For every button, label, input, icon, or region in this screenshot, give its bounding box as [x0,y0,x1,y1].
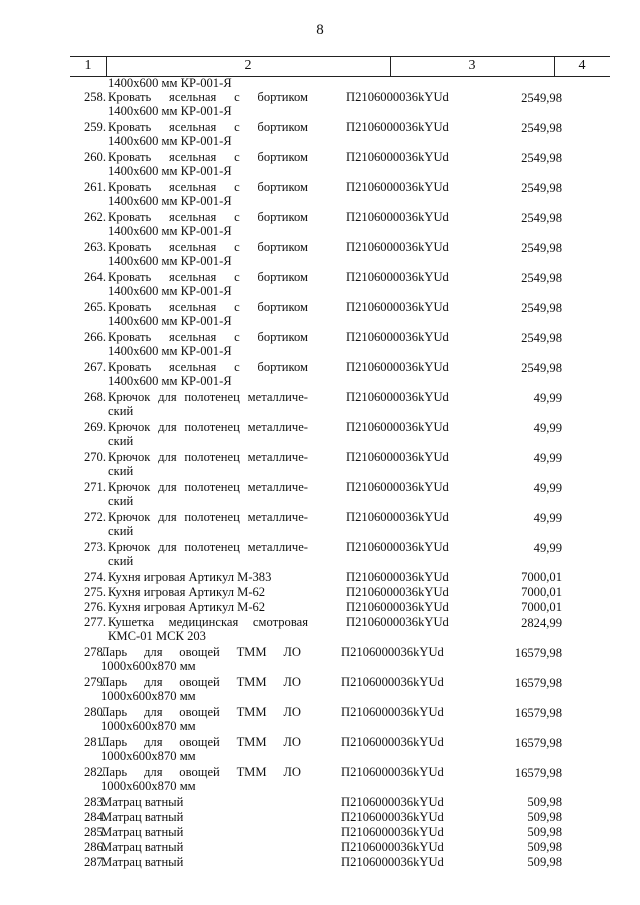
item-name-line-1: Кровать ясельная с бортиком [108,330,308,344]
item-price: 7000,01 [521,570,562,584]
item-code: П2106000036kYUd [346,180,449,194]
item-price: 49,99 [533,421,562,435]
item-name-line-2: 1000x600x870 мм [101,689,196,703]
table-row [0,180,640,210]
item-name [108,420,308,448]
item-code: П2106000036kYUd [346,330,449,344]
item-code: П2106000036kYUd [341,765,444,779]
item-code: П2106000036kYUd [346,210,449,224]
item-number: 285. [83,825,106,839]
item-name [108,90,308,118]
item-name [108,150,308,178]
item-number: 283. [83,795,106,809]
item-price: 2549,98 [521,361,562,375]
item-price: 2549,98 [521,91,562,105]
item-code: П2106000036kYUd [341,840,444,854]
item-code: П2106000036kYUd [346,90,449,104]
item-name-line-1: Крючок для полотенец металличе- [108,480,308,494]
item-name-line-2: 1400x600 мм КР-001-Я [108,254,232,268]
item-price: 49,99 [533,511,562,525]
item-number: 258. [83,90,106,104]
item-code: П2106000036kYUd [341,675,444,689]
item-number: 278. [83,645,106,659]
item-name [108,330,308,358]
item-name-line-1: Кровать ясельная с бортиком [108,90,308,104]
column-header-4: 4 [578,58,586,73]
item-code: П2106000036kYUd [346,420,449,434]
table-row [0,735,640,765]
item-number: 282. [83,765,106,779]
item-name-line-1: Крючок для полотенец металличе- [108,540,308,554]
table-row [0,600,640,615]
table-row [0,390,640,420]
item-code: П2106000036kYUd [341,825,444,839]
item-price: 2549,98 [521,211,562,225]
item-price: 2549,98 [521,151,562,165]
item-price: 2549,98 [521,271,562,285]
item-name-line-1: Кровать ясельная с бортиком [108,300,308,314]
table-row [0,855,640,870]
table-row [0,240,640,270]
table-row [0,150,640,180]
column-header-3: 3 [468,58,476,73]
item-name-line-2: 1000x600x870 мм [101,779,196,793]
item-name-line-2: ский [108,494,134,508]
item-code: П2106000036kYUd [346,600,449,614]
table-row [0,645,640,675]
item-number: 281. [83,735,106,749]
item-name-line-2: 1400x600 мм КР-001-Я [108,284,232,298]
item-name [108,480,308,508]
item-code: П2106000036kYUd [341,735,444,749]
item-price: 2549,98 [521,121,562,135]
item-code: П2106000036kYUd [346,480,449,494]
item-price: 509,98 [527,795,562,809]
item-price: 16579,98 [514,676,562,690]
table-row [0,120,640,150]
item-code: П2106000036kYUd [346,270,449,284]
item-code: П2106000036kYUd [346,570,449,584]
item-price: 509,98 [527,855,562,869]
item-price: 2549,98 [521,241,562,255]
item-price: 2824,99 [521,616,562,630]
item-code: П2106000036kYUd [341,810,444,824]
item-code: П2106000036kYUd [346,450,449,464]
item-name-line-1: Ларь для овощей ТММ ЛО [101,735,301,749]
table-row [0,450,640,480]
item-price: 49,99 [533,541,562,555]
item-code: П2106000036kYUd [346,240,449,254]
item-name [101,675,301,703]
table-row [0,360,640,390]
item-number: 271. [83,480,106,494]
item-price: 2549,98 [521,301,562,315]
item-name-line-1: Кровать ясельная с бортиком [108,360,308,374]
item-name [108,615,308,643]
item-price: 2549,98 [521,331,562,345]
item-number: 270. [83,450,106,464]
item-number: 275. [83,585,106,599]
item-name-line-1: Крючок для полотенец металличе- [108,510,308,524]
item-name-line-2: ский [108,554,134,568]
table-row [0,570,640,585]
item-code: П2106000036kYUd [346,510,449,524]
item-price: 49,99 [533,481,562,495]
continuation-row [0,76,640,90]
item-name-line-1: Ларь для овощей ТММ ЛО [101,705,301,719]
item-number: 263. [83,240,106,254]
item-name [108,450,308,478]
table-row [0,585,640,600]
item-price: 16579,98 [514,766,562,780]
item-name-line-1: Крючок для полотенец металличе- [108,450,308,464]
item-price: 49,99 [533,451,562,465]
item-number: 262. [83,210,106,224]
item-name-line-1: Кровать ясельная с бортиком [108,180,308,194]
item-code: П2106000036kYUd [346,585,449,599]
table-row [0,420,640,450]
item-number: 276. [83,600,106,614]
item-name-line-1: Кровать ясельная с бортиком [108,210,308,224]
item-name-line-2: ский [108,524,134,538]
item-code: П2106000036kYUd [346,390,449,404]
item-code: П2106000036kYUd [346,150,449,164]
item-name-line-2: ский [108,404,134,418]
item-number: 267. [83,360,106,374]
item-name-line-2: 1000x600x870 мм [101,749,196,763]
item-name-line-1: Кровать ясельная с бортиком [108,270,308,284]
item-name [108,300,308,328]
table-header [70,56,610,77]
item-name-line-2: ский [108,464,134,478]
item-code: П2106000036kYUd [341,855,444,869]
item-number: 287. [83,855,106,869]
item-price: 509,98 [527,825,562,839]
item-name-line-2: 1400x600 мм КР-001-Я [108,164,232,178]
item-number: 284. [83,810,106,824]
item-name-line-2: 1400x600 мм КР-001-Я [108,314,232,328]
item-number: 274. [83,570,106,584]
item-name-line-1: Кровать ясельная с бортиком [108,120,308,134]
table-row [0,840,640,855]
item-name-line-1: Ларь для овощей ТММ ЛО [101,645,301,659]
column-header-2: 2 [244,58,252,73]
item-name [101,765,301,793]
item-code: П2106000036kYUd [346,360,449,374]
table-row [0,795,640,810]
table-row [0,480,640,510]
item-code: П2106000036kYUd [341,705,444,719]
item-code: П2106000036kYUd [346,615,449,629]
item-code: П2106000036kYUd [341,645,444,659]
item-name-line-2: 1400x600 мм КР-001-Я [108,134,232,148]
item-name-line-2: ский [108,434,134,448]
table-row [0,765,640,795]
item-code: П2106000036kYUd [341,795,444,809]
item-number: 269. [83,420,106,434]
table-row [0,210,640,240]
item-number: 266. [83,330,106,344]
item-price: 7000,01 [521,585,562,599]
item-name [101,735,301,763]
item-code: П2106000036kYUd [346,300,449,314]
item-name-line-2: 1000x600x870 мм [101,659,196,673]
item-name-line-1: Кушетка медицинская смотровая [108,615,308,629]
item-number: 273. [83,540,106,554]
item-code: П2106000036kYUd [346,120,449,134]
item-number: 277. [83,615,106,629]
item-name-line-2: 1400x600 мм КР-001-Я [108,344,232,358]
item-name [101,645,301,673]
item-name [101,705,301,733]
table-row [0,675,640,705]
item-price: 16579,98 [514,706,562,720]
table-body [0,76,640,870]
item-name: Матрац ватный [101,855,184,869]
item-name [108,360,308,388]
item-name [108,540,308,568]
item-name [108,390,308,418]
item-name: Кухня игровая Артикул М-62 [108,600,266,614]
item-name: Матрац ватный [101,840,184,854]
item-name: Матрац ватный [101,825,184,839]
item-name-line-1: Ларь для овощей ТММ ЛО [101,675,301,689]
item-name: Кухня игровая Артикул М-62 [108,585,266,599]
item-name [108,180,308,208]
item-name-line-2: 1000x600x870 мм [101,719,196,733]
table-row [0,705,640,735]
page-number: 8 [316,22,324,38]
item-name [108,240,308,268]
item-code: П2106000036kYUd [346,540,449,554]
item-price: 509,98 [527,810,562,824]
column-header-1: 1 [84,58,92,73]
item-number: 280. [83,705,106,719]
table-row [0,615,640,645]
item-number: 260. [83,150,106,164]
item-name-line-1: Ларь для овощей ТММ ЛО [101,765,301,779]
item-price: 16579,98 [514,736,562,750]
table-row [0,330,640,360]
item-number: 286. [83,840,106,854]
item-price: 49,99 [533,391,562,405]
table-row [0,825,640,840]
item-name [108,210,308,238]
item-name-line-1: Кровать ясельная с бортиком [108,240,308,254]
table-row [0,510,640,540]
item-name-line-1: Кровать ясельная с бортиком [108,150,308,164]
item-name-line-1: Крючок для полотенец металличе- [108,420,308,434]
item-number: 279. [83,675,106,689]
table-row [0,540,640,570]
item-number: 261. [83,180,106,194]
item-name: Кухня игровая Артикул М-383 [108,570,272,584]
item-price: 2549,98 [521,181,562,195]
item-name [108,270,308,298]
item-name-line-2: 1400x600 мм КР-001-Я [108,224,232,238]
item-name: 1400x600 мм КР-001-Я [108,76,232,90]
item-number: 265. [83,300,106,314]
item-name-line-1: Крючок для полотенец металличе- [108,390,308,404]
item-price: 7000,01 [521,600,562,614]
table-row [0,300,640,330]
item-number: 264. [83,270,106,284]
item-price: 509,98 [527,840,562,854]
item-name-line-2: 1400x600 мм КР-001-Я [108,104,232,118]
item-name-line-2: КМС-01 МСК 203 [108,629,206,643]
table-row [0,270,640,300]
table-row [0,90,640,120]
item-number: 268. [83,390,106,404]
item-name: Матрац ватный [101,810,184,824]
item-number: 259. [83,120,106,134]
item-name [108,120,308,148]
table-row [0,810,640,825]
item-price: 16579,98 [514,646,562,660]
item-number: 272. [83,510,106,524]
item-name: Матрац ватный [101,795,184,809]
item-name [108,510,308,538]
item-name-line-2: 1400x600 мм КР-001-Я [108,194,232,208]
item-name-line-2: 1400x600 мм КР-001-Я [108,374,232,388]
